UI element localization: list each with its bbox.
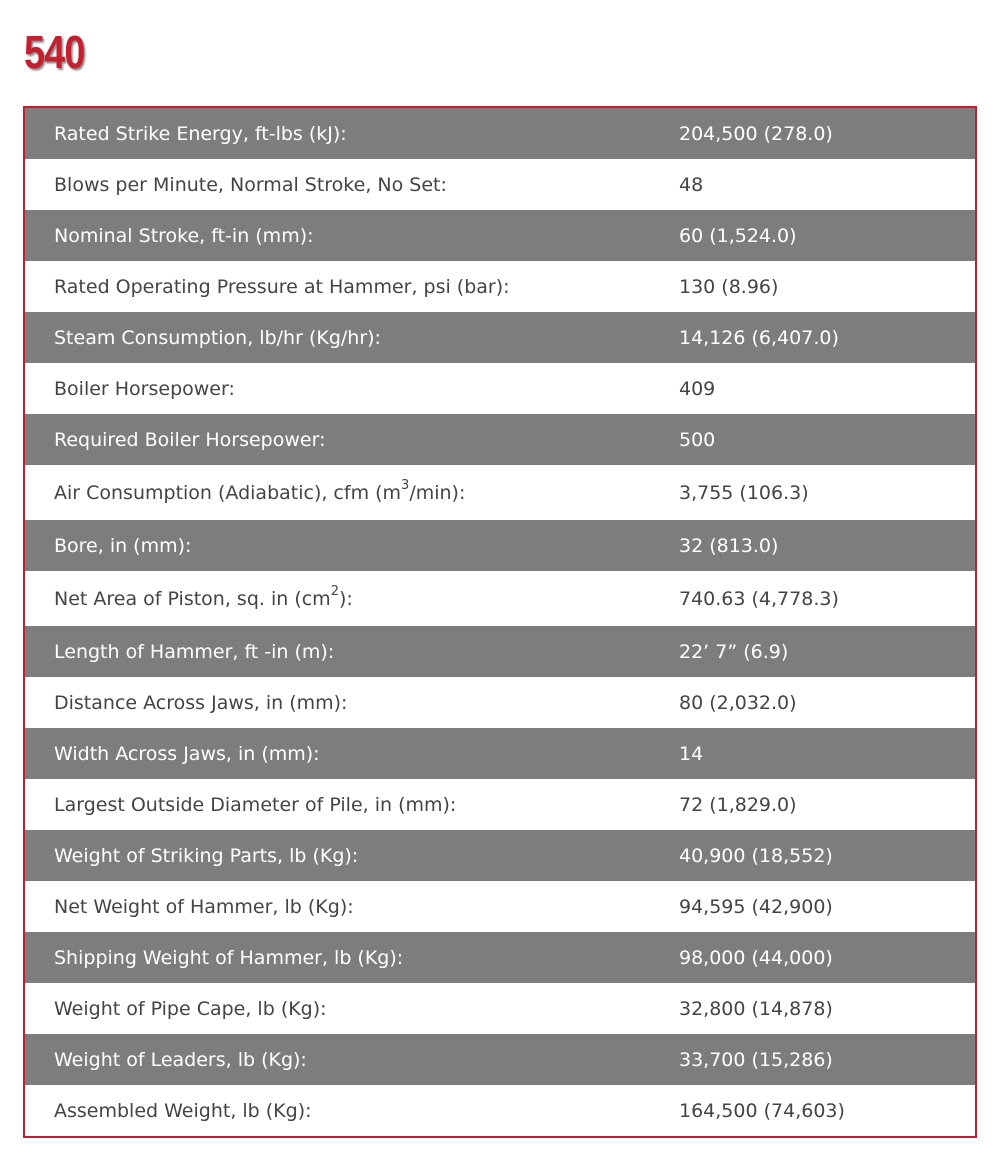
spec-row — [25, 571, 975, 626]
spec-row — [25, 210, 975, 261]
spec-label: Weight of Leaders, lb (Kg): — [54, 1048, 307, 1071]
spec-label: Net Weight of Hammer, lb (Kg): — [54, 895, 354, 918]
spec-value: 98,000 (44,000) — [679, 946, 833, 969]
spec-value: 14 — [679, 742, 704, 765]
spec-label: Bore, in (mm): — [54, 534, 192, 557]
spec-value: 500 — [679, 428, 716, 451]
spec-row — [25, 520, 975, 571]
spec-value: 80 (2,032.0) — [679, 691, 797, 714]
page-title: 540 — [24, 26, 85, 78]
spec-label — [25, 584, 679, 610]
spec-label-text: Air Consumption (Adiabatic), cfm (m — [54, 481, 402, 504]
spec-row — [25, 363, 975, 414]
spec-label: Assembled Weight, lb (Kg): — [54, 1099, 312, 1122]
spec-label-text: Net Area of Piston, sq. in (cm — [54, 587, 331, 610]
spec-label: Rated Strike Energy, ft-lbs (kJ): — [54, 122, 347, 145]
spec-value: 740.63 (4,778.3) — [679, 587, 839, 610]
spec-row — [25, 830, 975, 881]
spec-row — [25, 881, 975, 932]
spec-value: 32 (813.0) — [679, 534, 779, 557]
spec-row — [25, 159, 975, 210]
spec-label-text: ): — [338, 587, 353, 610]
spec-label: Weight of Striking Parts, lb (Kg): — [54, 844, 359, 867]
spec-value: 409 — [679, 377, 716, 400]
spec-value: 72 (1,829.0) — [679, 793, 797, 816]
spec-row — [25, 465, 975, 520]
superscript: 3 — [401, 478, 410, 494]
spec-label: Boiler Horsepower: — [54, 377, 235, 400]
spec-value: 40,900 (18,552) — [679, 844, 833, 867]
spec-value: 130 (8.96) — [679, 275, 779, 298]
spec-table — [23, 106, 977, 1138]
spec-label: Width Across Jaws, in (mm): — [54, 742, 320, 765]
spec-value: 3,755 (106.3) — [679, 481, 809, 504]
spec-label: Length of Hammer, ft -in (m): — [54, 640, 335, 663]
spec-value: 22’ 7” (6.9) — [679, 640, 789, 663]
spec-label: Nominal Stroke, ft-in (mm): — [54, 224, 314, 247]
spec-value: 164,500 (74,603) — [679, 1099, 845, 1122]
spec-value: 33,700 (15,286) — [679, 1048, 833, 1071]
spec-label: Shipping Weight of Hammer, lb (Kg): — [54, 946, 404, 969]
spec-label: Required Boiler Horsepower: — [54, 428, 326, 451]
spec-value: 60 (1,524.0) — [679, 224, 797, 247]
spec-label — [25, 478, 679, 504]
spec-value: 48 — [679, 173, 704, 196]
superscript: 2 — [330, 584, 339, 600]
spec-row — [25, 983, 975, 1034]
spec-row — [25, 677, 975, 728]
spec-value: 32,800 (14,878) — [679, 997, 833, 1020]
spec-row — [25, 779, 975, 830]
spec-row — [25, 626, 975, 677]
spec-value: 204,500 (278.0) — [679, 122, 833, 145]
spec-row — [25, 1034, 975, 1085]
spec-row — [25, 261, 975, 312]
spec-row — [25, 1085, 975, 1136]
spec-value: 94,595 (42,900) — [679, 895, 833, 918]
spec-row — [25, 728, 975, 779]
spec-label: Blows per Minute, Normal Stroke, No Set: — [54, 173, 447, 196]
spec-value: 14,126 (6,407.0) — [679, 326, 839, 349]
spec-row — [25, 108, 975, 159]
spec-row — [25, 312, 975, 363]
spec-label: Steam Consumption, lb/hr (Kg/hr): — [54, 326, 381, 349]
spec-row — [25, 414, 975, 465]
spec-row — [25, 932, 975, 983]
spec-label: Largest Outside Diameter of Pile, in (mm): — [54, 793, 457, 816]
spec-label-text: /min): — [409, 481, 466, 504]
spec-label: Distance Across Jaws, in (mm): — [54, 691, 348, 714]
spec-label: Weight of Pipe Cape, lb (Kg): — [54, 997, 327, 1020]
spec-label: Rated Operating Pressure at Hammer, psi (bar): — [54, 275, 510, 298]
